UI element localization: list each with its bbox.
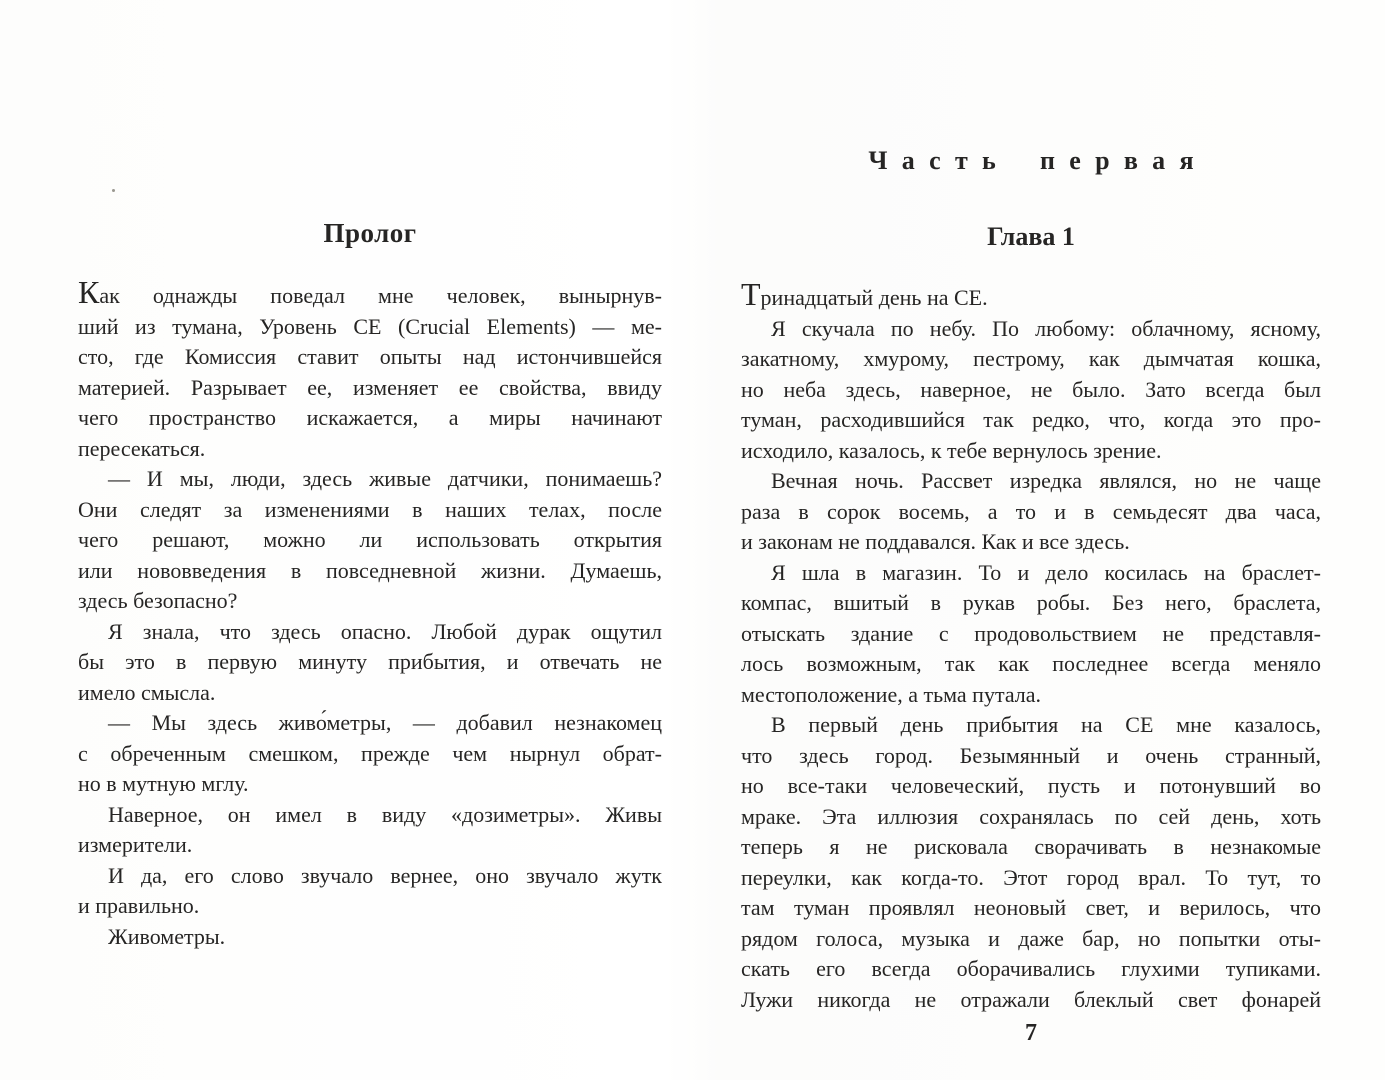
drop-cap-letter: К xyxy=(78,274,100,310)
right-page xyxy=(741,146,1321,1015)
text-line: Живометры. xyxy=(108,923,226,949)
paragraph xyxy=(78,800,662,861)
text-line: измерители. xyxy=(78,832,193,857)
chapter-heading: Глава 1 xyxy=(987,222,1075,251)
paragraph xyxy=(78,922,662,953)
left-page xyxy=(78,218,662,952)
text-line: но все-таки человеческий, пусть и потонувший во xyxy=(741,773,1321,798)
text-line: пересекаться. xyxy=(78,435,206,461)
text-line: и законам не поддавался. Как и все здесь. xyxy=(741,529,1130,554)
text-line: туман, расходившийся так редко, что, когда это про- xyxy=(741,407,1321,432)
text-line: Лужи никогда не отражали блеклый свет фонарей xyxy=(741,986,1321,1012)
text-line: имело смысла. xyxy=(78,679,216,705)
scan-speck xyxy=(112,189,115,192)
page-number: 7 xyxy=(1025,1020,1037,1046)
text-line: мраке. Эта иллюзия сохранялась по сей день, хоть xyxy=(741,803,1321,829)
text-line: компас, вшитый в рукав робы. Без него, браслета, xyxy=(741,590,1321,615)
paragraph xyxy=(741,558,1321,711)
text-line: ший из тумана, Уровень СЕ (Crucial Elements) — ме- xyxy=(78,313,662,339)
text-line: переулки, как когда-то. Этот город врал. То тут, то xyxy=(741,864,1321,890)
text-line: Они следят за изменениями в наших телах, после xyxy=(78,496,662,522)
text-line: или нововведения в повседневной жизни. Думаешь, xyxy=(78,557,662,583)
paragraph xyxy=(78,861,662,922)
part-title: Часть первая xyxy=(868,146,1208,175)
text-line: сто, где Комиссия ставит опыты над истончившейся xyxy=(78,344,662,369)
text-line: В первый день прибытия на СЕ мне казалось, xyxy=(771,712,1321,737)
right-page-text xyxy=(741,276,1321,1015)
text-line: но неба здесь, наверное, не было. Зато всегда был xyxy=(741,376,1321,402)
text-line: — И мы, люди, здесь живые датчики, понимаешь? xyxy=(108,466,662,491)
paragraph xyxy=(78,617,662,709)
paragraph xyxy=(741,710,1321,1015)
text-line: Вечная ночь. Рассвет изредка являлся, но не чаще xyxy=(771,468,1321,493)
text-line: раза в сорок восемь, а то и в семьдесят два часа, xyxy=(741,498,1321,524)
text-line: бы это в первую минуту прибытия, и отвечать не xyxy=(78,649,662,674)
text-line: Я шла в магазин. То и дело косилась на браслет- xyxy=(771,559,1321,585)
text-line: отыскать здание с продовольствием не представля- xyxy=(741,620,1321,646)
text-line: там туман проявлял неоновый свет, и верилось, что xyxy=(741,895,1321,920)
text-line: что здесь город. Безымянный и очень странный, xyxy=(741,742,1321,768)
text-line: материей. Разрывает ее, изменяет ее свойства, ввиду xyxy=(78,374,662,400)
text-line: лось возможным, так как последнее всегда меняло xyxy=(741,651,1321,676)
text-line: закатному, хмурому, пестрому, как дымчатая кошка, xyxy=(741,346,1321,371)
left-page-text xyxy=(78,274,662,952)
paragraph xyxy=(78,708,662,800)
text-line: И да, его слово звучало вернее, оно звучало жутк xyxy=(108,862,662,888)
text-line: рядом голоса, музыка и даже бар, но попытки оты- xyxy=(741,925,1321,951)
paragraph xyxy=(78,274,662,464)
text-line: здесь безопасно? xyxy=(78,588,238,613)
text-line: местоположение, а тьма путала. xyxy=(741,681,1042,707)
paragraph xyxy=(741,276,1321,314)
text-line: скать его всегда оборачивались глухими тупиками. xyxy=(741,956,1321,981)
text-line: но в мутную мглу. xyxy=(78,771,249,796)
text-line: исходило, казалось, к тебе вернулось зрение. xyxy=(741,437,1162,463)
text-line: — Мы здесь живо́метры, — добавил незнакомец xyxy=(108,710,662,735)
text-line: Тринадцатый день на СЕ. xyxy=(741,276,988,312)
text-line: Я скучала по небу. По любому: облачному, ясному, xyxy=(771,315,1321,341)
text-line: Наверное, он имел в виду «дозиметры». Живы xyxy=(108,801,662,827)
text-line: Как однажды поведал мне человек, вынырнув- xyxy=(78,274,662,310)
paragraph xyxy=(78,464,662,617)
text-line: чего пространство искажается, а миры начинают xyxy=(78,405,662,430)
drop-cap-letter: Т xyxy=(741,276,761,312)
paragraph xyxy=(741,466,1321,558)
text-line: чего решают, можно ли использовать открытия xyxy=(78,527,662,552)
text-line: теперь я не рисковала сворачивать в незнакомые xyxy=(741,834,1321,859)
text-line: с обреченным смешком, прежде чем нырнул обрат- xyxy=(78,740,662,766)
prologue-heading: Пролог xyxy=(323,218,417,248)
text-line: и правильно. xyxy=(78,893,200,918)
text-line: Я знала, что здесь опасно. Любой дурак ощутил xyxy=(108,618,662,644)
paragraph xyxy=(741,314,1321,467)
